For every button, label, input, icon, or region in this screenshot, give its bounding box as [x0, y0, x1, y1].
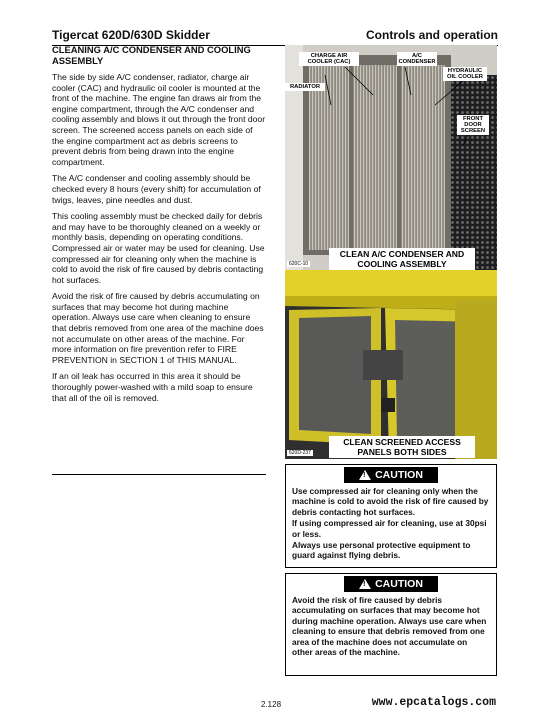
- figure-cooling-assembly: [285, 45, 497, 270]
- figure-caption: CLEAN A/C CONDENSER AND COOLING ASSEMBLY: [329, 248, 475, 270]
- watermark: www.epcatalogs.com: [371, 696, 496, 709]
- caution-line: Use compressed air for cleaning only when the machine is cold to avoid the risk of fire caused by debris contacting hot surfaces.: [292, 486, 489, 517]
- figure-caption: CLEAN SCREENED ACCESS PANELS BOTH SIDES: [329, 436, 475, 458]
- paragraph: If an oil leak has occurred in this area it should be thoroughly power-washed with a mild soap to ensure that all of the oil is removed.: [52, 371, 253, 403]
- label-front-door-screen: FRONT DOOR SCREEN: [457, 115, 489, 135]
- caution-badge: [344, 467, 438, 483]
- label-radiator: RADIATOR: [285, 83, 325, 91]
- page-number: 2.128: [261, 700, 282, 709]
- paragraph: The side by side A/C condenser, radiator, charge air cooler (CAC) and hydraulic oil cooler is mounted at the front of the machine. The engine fan draws air from the engine compartment, through the A/C condenser and cooling assembly and blows it out through the front door screen. The screened access panels on each side of the engine compartment act as debris screens to prevent debris from being drawn into the engine compartment.: [52, 72, 266, 167]
- text-column: [52, 44, 266, 409]
- warning-triangle-icon: !: [359, 579, 371, 589]
- caution-box-compressed-air: [285, 464, 497, 568]
- label-ac-condenser: A/C CONDENSER: [398, 53, 436, 65]
- caution-badge: [344, 576, 438, 592]
- paragraph: Avoid the risk of fire caused by debris accumulating on surfaces that may become hot during machine operation. Always use care when cleaning to ensure that debris removed from one area of the machine does not accumulate on other areas of the machine. For more information on fire prevention refer to FIRE PREVENTION in SECTION 1 of THIS MANUAL.: [52, 291, 264, 365]
- caution-line: Avoid the risk of fire caused by debris accumulating on surfaces that may become hot during machine operation. Always use care when cleaning to ensure that debris removed from one area of the machine does not accumulate on other areas of the machine.: [292, 595, 487, 658]
- warning-triangle-icon: !: [359, 470, 371, 480]
- section-heading: CLEANING A/C CONDENSER AND COOLING ASSEMBLY: [52, 44, 251, 66]
- paragraph: This cooling assembly must be checked daily for debris and may have to be thoroughly cleaned on a weekly or monthly basis, depending on operating conditions. Compressed air or water may be used for cleaning. Use compressed air for cleaning only when the machine is cold to avoid the risk of fire caused by debris contacting hot surfaces.: [52, 211, 265, 285]
- figure-id: 620D-237: [289, 450, 311, 456]
- figure-id: 620C-10: [289, 261, 309, 267]
- column-end-rule: [52, 474, 266, 475]
- access-panels-photo: [285, 270, 497, 459]
- caution-line: Always use personal protective equipment to guard against flying debris.: [292, 540, 471, 561]
- label-hydraulic-oil-cooler: HYDRAULIC OIL COOLER: [443, 67, 487, 81]
- caution-label: CAUTION: [375, 578, 423, 590]
- caution-box-fire-risk: [285, 573, 497, 676]
- section-title: Controls and operation: [366, 28, 498, 42]
- figure-access-panels: [285, 270, 497, 459]
- manual-title: Tigercat 620D/630D Skidder: [52, 28, 210, 42]
- label-charge-air-cooler: CHARGE AIR COOLER (CAC): [299, 52, 359, 66]
- paragraph: The A/C condenser and cooling assembly should be checked every 8 hours (every shift) for accumulation of twigs, leaves, pine needles and dust.: [52, 173, 261, 205]
- caution-line: If using compressed air for cleaning, use at 30psi or less.: [292, 518, 487, 539]
- caution-label: CAUTION: [375, 469, 423, 481]
- page-header: [52, 26, 498, 46]
